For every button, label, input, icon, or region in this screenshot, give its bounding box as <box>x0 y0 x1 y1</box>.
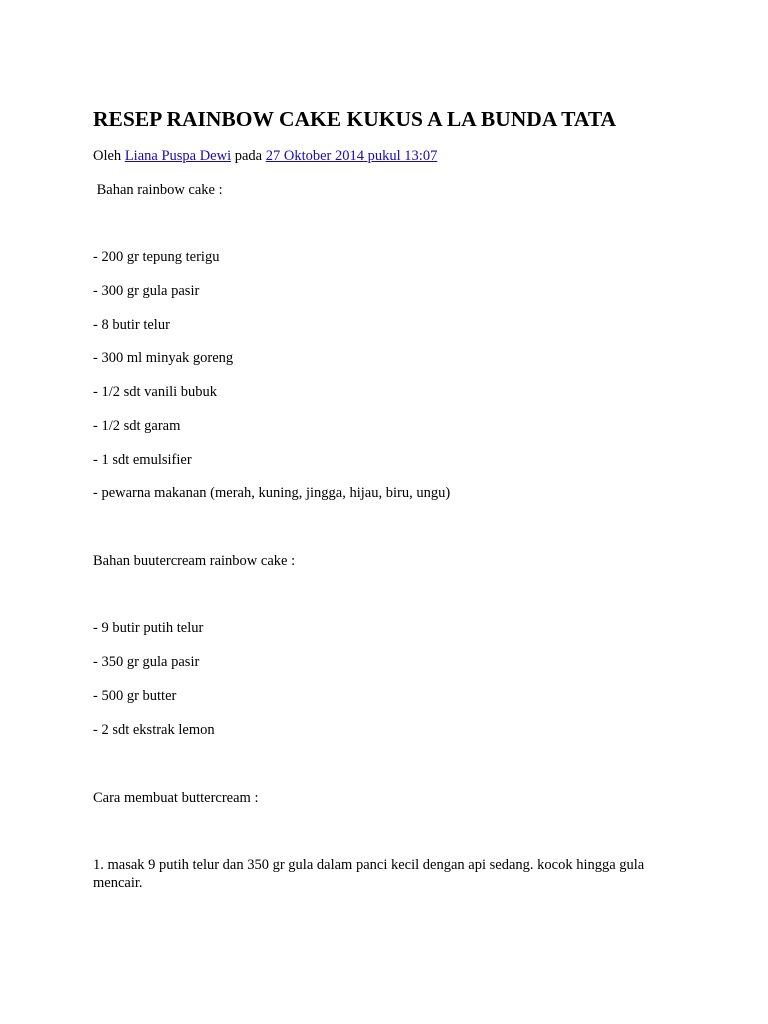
cake-ingredient-item: - 200 gr tepung terigu <box>93 249 220 265</box>
buttercream-ingredient-item: - 2 sdt ekstrak lemon <box>93 722 215 738</box>
buttercream-ingredient-item: - 350 gr gula pasir <box>93 654 200 670</box>
byline <box>93 146 437 166</box>
cake-ingredients-heading: Bahan rainbow cake : <box>93 182 223 198</box>
document-title: RESEP RAINBOW CAKE KUKUS A LA BUNDA TATA <box>93 107 617 131</box>
cake-ingredient-item: - 1/2 sdt garam <box>93 418 181 434</box>
buttercream-ingredient-item: - 9 butir putih telur <box>93 620 204 636</box>
cake-ingredient-item: - pewarna makanan (merah, kuning, jingga, hijau, biru, ungu) <box>93 485 451 501</box>
buttercream-ingredient-item: - 500 gr butter <box>93 688 177 704</box>
author-link[interactable]: Liana Puspa Dewi <box>124 148 232 164</box>
byline-middle: pada <box>234 148 263 164</box>
date-link[interactable]: 27 Oktober 2014 pukul 13:07 <box>265 148 438 164</box>
buttercream-ingredients-heading: Bahan buutercream rainbow cake : <box>93 553 296 569</box>
cake-ingredient-item: - 300 gr gula pasir <box>93 283 200 299</box>
cake-ingredient-item: - 8 butir telur <box>93 317 170 333</box>
byline-prefix: Oleh <box>93 148 122 164</box>
method-step: 1. masak 9 putih telur dan 350 gr gula dalam panci kecil dengan api sedang. kocok hingga gula mencair. <box>93 857 645 891</box>
cake-ingredient-item: - 1/2 sdt vanili bubuk <box>93 384 218 400</box>
cake-ingredient-item: - 300 ml minyak goreng <box>93 350 234 366</box>
method-heading: Cara membuat buttercream : <box>93 790 259 806</box>
cake-ingredient-item: - 1 sdt emulsifier <box>93 452 192 468</box>
